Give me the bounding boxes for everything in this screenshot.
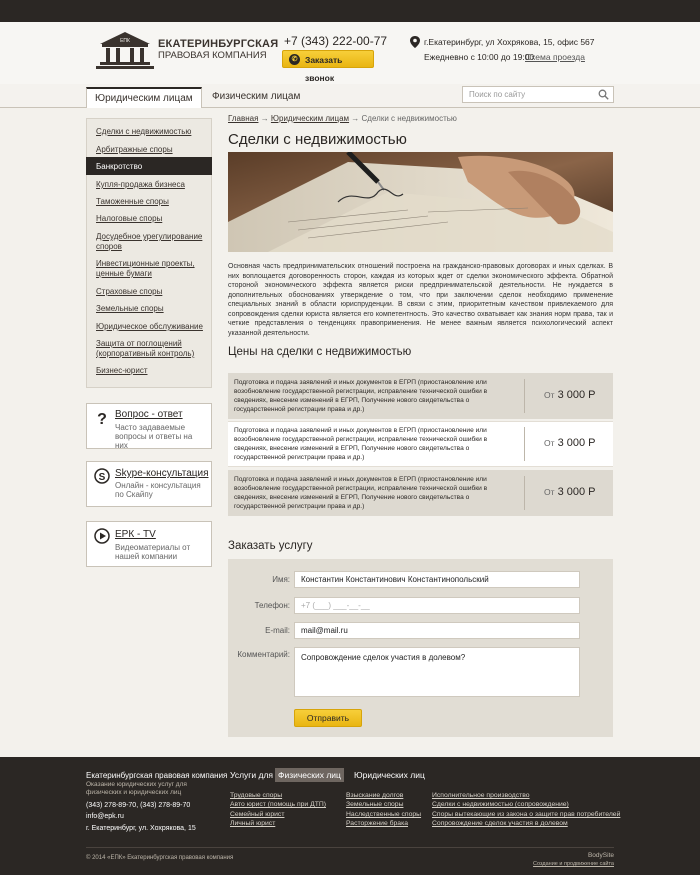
footer-tab-individuals[interactable]: Физических лиц — [275, 768, 344, 782]
footer-link[interactable]: Личный юрист — [230, 820, 276, 827]
sidebar-item-takeover[interactable]: Защита от поглощений (корпоративный контроль) — [96, 339, 195, 358]
price-description: Подготовка и подача заявлений и иных документов в ЕГРП (приостановление или возобновление государственной регистрации, исправление технической ошибки в сведениях, внесение изменений в ЕГРП, Получение нового свидетельства о государственной регистрации права и др.) — [234, 427, 488, 461]
comment-field[interactable]: Сопровождение сделок участия в долевом? — [294, 647, 580, 697]
breadcrumb-separator: → — [351, 114, 362, 123]
svg-text:S: S — [98, 472, 106, 483]
footer-link[interactable]: Исполнительное производство — [432, 792, 530, 799]
prices-heading: Цены на сделки с недвижимостью — [228, 346, 412, 358]
price-value: От 3 000 Р — [544, 389, 596, 401]
top-nav — [0, 0, 700, 22]
price-description: Подготовка и подача заявлений и иных документов в ЕГРП (приостановление или возобновление государственной регистрации, исправление технической ошибки в сведениях, внесение изменений в ЕГРП, Получение нового свидетельства о государственной регистрации права и др.) — [234, 379, 488, 413]
callback-button[interactable] — [282, 50, 374, 83]
sidebar-item-real-estate[interactable]: Сделки с недвижимостью — [96, 127, 192, 136]
qa-subtitle: Часто задаваемые вопросы и ответы на них — [115, 423, 193, 450]
svg-text:ЕПК: ЕПК — [120, 38, 130, 44]
sidebar-item-tax[interactable]: Налоговые споры — [96, 214, 163, 223]
page-title: Сделки с недвижимостью — [228, 131, 407, 148]
callback-label: Заказать звонок — [305, 55, 343, 83]
phone-field[interactable]: +7 (___) ___-__-__ — [294, 597, 580, 614]
sidebar-item-insurance[interactable]: Страховые споры — [96, 287, 163, 296]
route-scheme-link[interactable]: Схема проезда — [525, 52, 585, 62]
courthouse-logo-icon[interactable] — [96, 30, 154, 70]
price-value: От 3 000 Р — [544, 437, 596, 449]
intro-text: Основная часть предпринимательских отношений построена на гражданско-правовых договорах и иных сделках. В них воплощается договоренность сторон, каждая из которых ждет от сделки экономического эффекта. Обратной стороной экономического эффекта является риски предпринимательской деятельности. Не нуждается в дополнительных обоснованиях утверждение о том, что при заключении сделок необходимо применение специальных знаний в области юриспруденции. В связи с этим, приоритетным качеством привлекаемого для сопровождения сделки юриста является его компетентность. Это качество охватывает как знания норм права, так и четкие представления о тенденциях правоприменения. Не менее важным является психологический аспект указанной деятельности. — [228, 263, 613, 337]
sidebar-item-legal-service[interactable]: Юридическое обслуживание — [96, 322, 203, 331]
tab-individuals[interactable]: Физическим лицам — [212, 91, 301, 102]
footer-link[interactable]: Взыскание долгов — [346, 792, 404, 799]
sidebar-item-business-sale[interactable]: Купля-продажа бизнеса — [96, 180, 185, 189]
logo-title: ЕКАТЕРИНБУРГСКАЯ — [158, 38, 279, 50]
email-label: E-mail: — [265, 626, 290, 635]
footer-link[interactable]: Наследственные споры — [346, 811, 422, 818]
sidebar-item-bankruptcy[interactable]: Банкротство — [96, 162, 143, 171]
footer-link[interactable]: Расторжение брака — [346, 820, 408, 827]
footer-link[interactable]: Сопровождение сделок участия в долевом — [432, 820, 568, 827]
price-description: Подготовка и подача заявлений и иных документов в ЕГРП (приостановление или возобновление государственной регистрации, исправление технической ошибки в сведениях, внесение изменений в ЕГРП, Получение нового свидетельства о государственной регистрации права и др.) — [234, 476, 488, 510]
phone-label: Телефон: — [254, 601, 290, 610]
name-label: Имя: — [272, 575, 290, 584]
footer-phones[interactable]: (343) 278-89-70, (343) 278-89-70 — [86, 802, 191, 809]
search-input[interactable] — [462, 86, 614, 103]
phone-icon: ✆ — [289, 54, 300, 65]
submit-button[interactable]: Отправить — [294, 709, 362, 727]
footer-services-for: Услуги для — [230, 770, 274, 780]
footer-link[interactable]: Споры вытекающие из закона о защите прав потребителей — [432, 811, 621, 818]
price-divider — [524, 427, 525, 461]
footer-address: г. Екатеринбург, ул. Хохрякова, 15 — [86, 825, 196, 832]
footer-link[interactable]: Семейный юрист — [230, 811, 285, 818]
footer-copyright: © 2014 «ЕПК» Екатеринбургская правовая компания — [86, 855, 234, 861]
question-icon — [94, 410, 110, 426]
sidebar-item-arbitration[interactable]: Арбитражные споры — [96, 145, 173, 154]
footer-slogan: Оказание юридических услуг для физических и юридических лиц — [86, 781, 187, 796]
qa-title[interactable]: Вопрос - ответ — [115, 409, 183, 420]
email-field[interactable]: mail@mail.ru — [294, 622, 580, 639]
skype-title[interactable]: Skype-консультация — [115, 468, 209, 479]
sidebar-item-land[interactable]: Земельные споры — [96, 304, 164, 313]
footer-developer-link[interactable]: Создание и продвижение сайта — [533, 861, 614, 867]
breadcrumb-home[interactable]: Главная — [228, 114, 259, 123]
price-divider — [524, 476, 525, 510]
play-icon — [94, 528, 110, 544]
footer-email[interactable]: info@epk.ru — [86, 813, 124, 820]
price-divider — [524, 379, 525, 413]
order-heading: Заказать услугу — [228, 540, 313, 552]
sidebar-item-pretrial[interactable]: Досудебное урегулирование споров — [96, 232, 203, 251]
name-field[interactable]: Константин Константинович Константинопольский — [294, 571, 580, 588]
breadcrumb-current: Сделки с недвижимостью — [361, 114, 457, 123]
footer-link[interactable]: Земельные споры — [346, 801, 404, 808]
skype-icon — [94, 468, 110, 484]
breadcrumb-separator: → — [260, 114, 271, 123]
svg-text:?: ? — [97, 411, 107, 426]
header-address: г.Екатеринбург, ул Хохрякова, 15, офис 567 — [424, 37, 595, 47]
tv-subtitle: Видеоматериалы от нашей компании — [115, 543, 191, 561]
sidebar-item-customs[interactable]: Таможенные споры — [96, 197, 169, 206]
footer-divider — [86, 847, 614, 848]
breadcrumb — [228, 114, 457, 123]
footer-developer-logo[interactable]: BodySite — [587, 852, 614, 859]
search-icon[interactable] — [598, 89, 609, 100]
signing-document-photo — [228, 152, 613, 252]
sidebar-item-business-lawyer[interactable]: Бизнес-юрист — [96, 366, 148, 375]
skype-subtitle: Онлайн - консультация по Скайпу — [115, 481, 201, 499]
sidebar-item-investment[interactable]: Инвестиционные проекты, ценные бумаги — [96, 259, 195, 278]
footer-company: Екатеринбургская правовая компания — [86, 771, 228, 780]
footer-tab-legal[interactable]: Юридических лиц — [354, 770, 425, 780]
tab-legal-entities[interactable]: Юридическим лицам — [86, 87, 202, 108]
header-hours: Ежедневно с 10:00 до 19:00 — [424, 52, 535, 62]
price-value: От 3 000 Р — [544, 486, 596, 498]
breadcrumb-legal[interactable]: Юридическим лицам — [270, 114, 350, 123]
search-placeholder: Поиск по сайту — [469, 90, 526, 99]
logo-subtitle: ПРАВОВАЯ КОМПАНИЯ — [158, 50, 267, 61]
header-phone[interactable]: +7 (343) 222-00-77 — [284, 34, 388, 48]
footer-link[interactable]: Сделки с недвижимостью (сопровождение) — [432, 801, 569, 808]
comment-label: Комментарий: — [237, 650, 290, 659]
footer-link[interactable]: Авто юрист (помощь при ДТП) — [230, 801, 327, 808]
location-pin-icon — [410, 36, 420, 48]
footer-link[interactable]: Трудовые споры — [230, 792, 283, 799]
tv-title[interactable]: ЕРК - TV — [115, 529, 156, 540]
